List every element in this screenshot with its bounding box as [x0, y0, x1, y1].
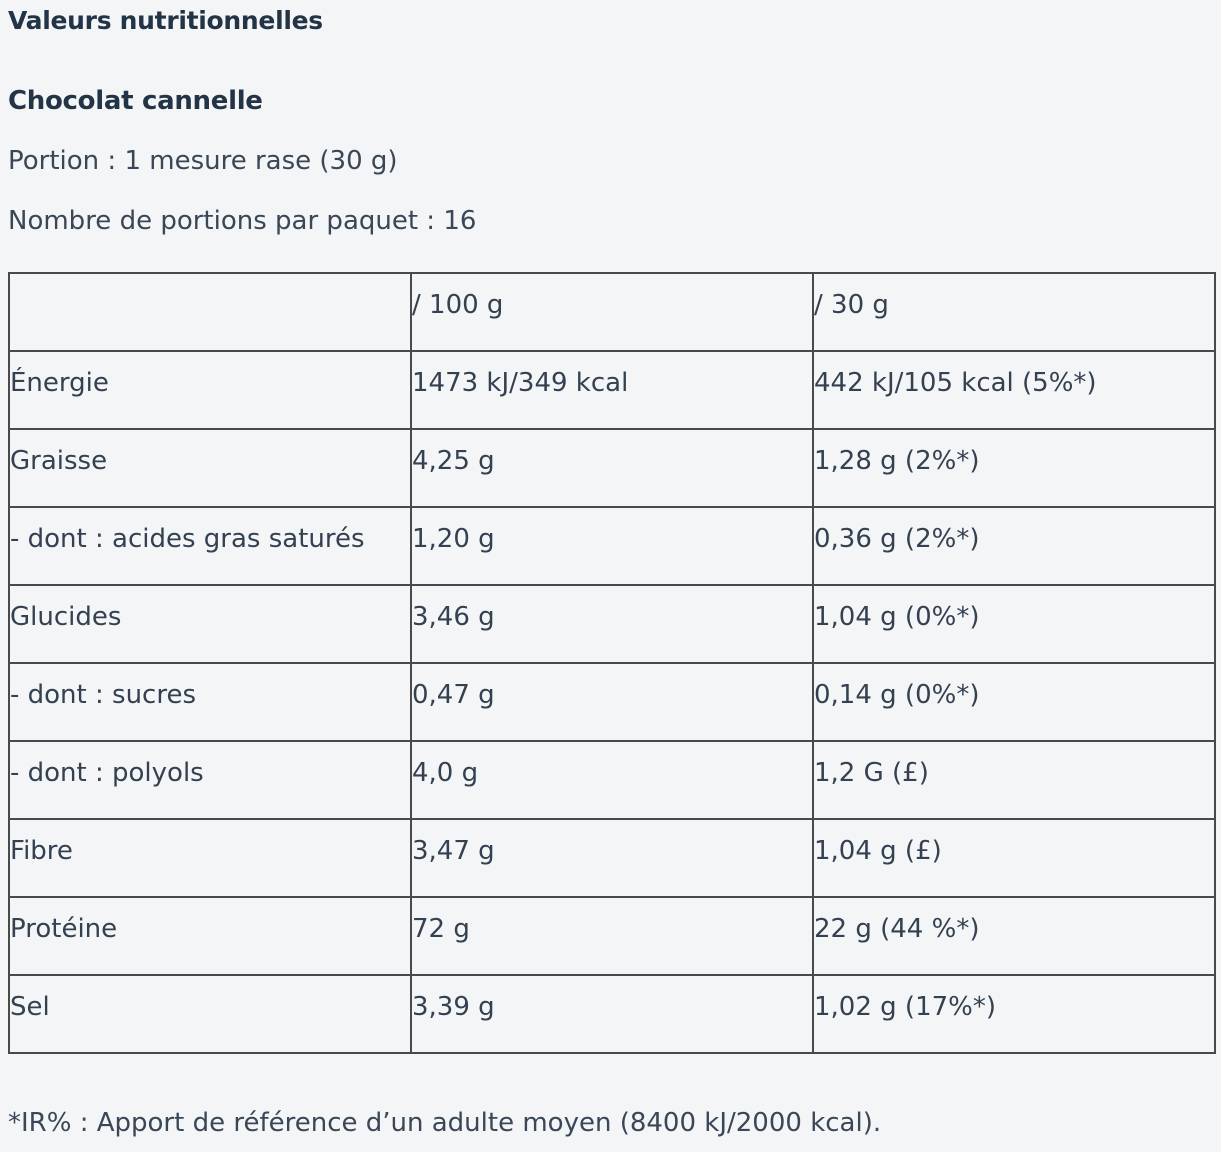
- value-per-portion: 1,04 g (£): [813, 819, 1215, 897]
- value-per-100g: 3,39 g: [411, 975, 813, 1053]
- header-cell-empty: [9, 273, 411, 351]
- table-row: [9, 819, 1215, 897]
- nutrient-name: - dont : polyols: [9, 741, 411, 819]
- table-header-row: [9, 273, 1215, 351]
- value-per-portion: 0,36 g (2%*): [813, 507, 1215, 585]
- product-name: Chocolat cannelle: [8, 86, 263, 116]
- value-per-portion: 22 g (44 %*): [813, 897, 1215, 975]
- value-per-100g: 4,0 g: [411, 741, 813, 819]
- nutrient-name: Protéine: [9, 897, 411, 975]
- footnote: *IR% : Apport de référence d’un adulte moyen (8400 kJ/2000 kcal).: [8, 1108, 882, 1138]
- table-row: [9, 429, 1215, 507]
- value-per-portion: 1,2 G (£): [813, 741, 1215, 819]
- portions-per-pack: Nombre de portions par paquet : 16: [8, 206, 477, 236]
- table-row: [9, 507, 1215, 585]
- value-per-100g: 3,46 g: [411, 585, 813, 663]
- value-per-100g: 3,47 g: [411, 819, 813, 897]
- header-cell-per-portion: / 30 g: [813, 273, 1215, 351]
- value-per-100g: 4,25 g: [411, 429, 813, 507]
- nutrient-name: - dont : acides gras saturés: [9, 507, 411, 585]
- table-row: [9, 897, 1215, 975]
- nutrient-name: - dont : sucres: [9, 663, 411, 741]
- table-row: [9, 741, 1215, 819]
- table-row: [9, 585, 1215, 663]
- nutrient-name: Glucides: [9, 585, 411, 663]
- value-per-100g: 72 g: [411, 897, 813, 975]
- value-per-100g: 1,20 g: [411, 507, 813, 585]
- value-per-portion: 442 kJ/105 kcal (5%*): [813, 351, 1215, 429]
- value-per-100g: 1473 kJ/349 kcal: [411, 351, 813, 429]
- value-per-100g: 0,47 g: [411, 663, 813, 741]
- value-per-portion: 0,14 g (0%*): [813, 663, 1215, 741]
- nutrient-name: Sel: [9, 975, 411, 1053]
- table-row: [9, 663, 1215, 741]
- nutrient-name: Énergie: [9, 351, 411, 429]
- table-row: [9, 975, 1215, 1053]
- table-row: [9, 351, 1215, 429]
- page-title: Valeurs nutritionnelles: [8, 6, 323, 35]
- portion-size: Portion : 1 mesure rase (30 g): [8, 146, 398, 176]
- value-per-portion: 1,04 g (0%*): [813, 585, 1215, 663]
- nutrient-name: Graisse: [9, 429, 411, 507]
- header-cell-per-100g: / 100 g: [411, 273, 813, 351]
- value-per-portion: 1,02 g (17%*): [813, 975, 1215, 1053]
- nutrient-name: Fibre: [9, 819, 411, 897]
- value-per-portion: 1,28 g (2%*): [813, 429, 1215, 507]
- nutrition-table: [8, 272, 1216, 1054]
